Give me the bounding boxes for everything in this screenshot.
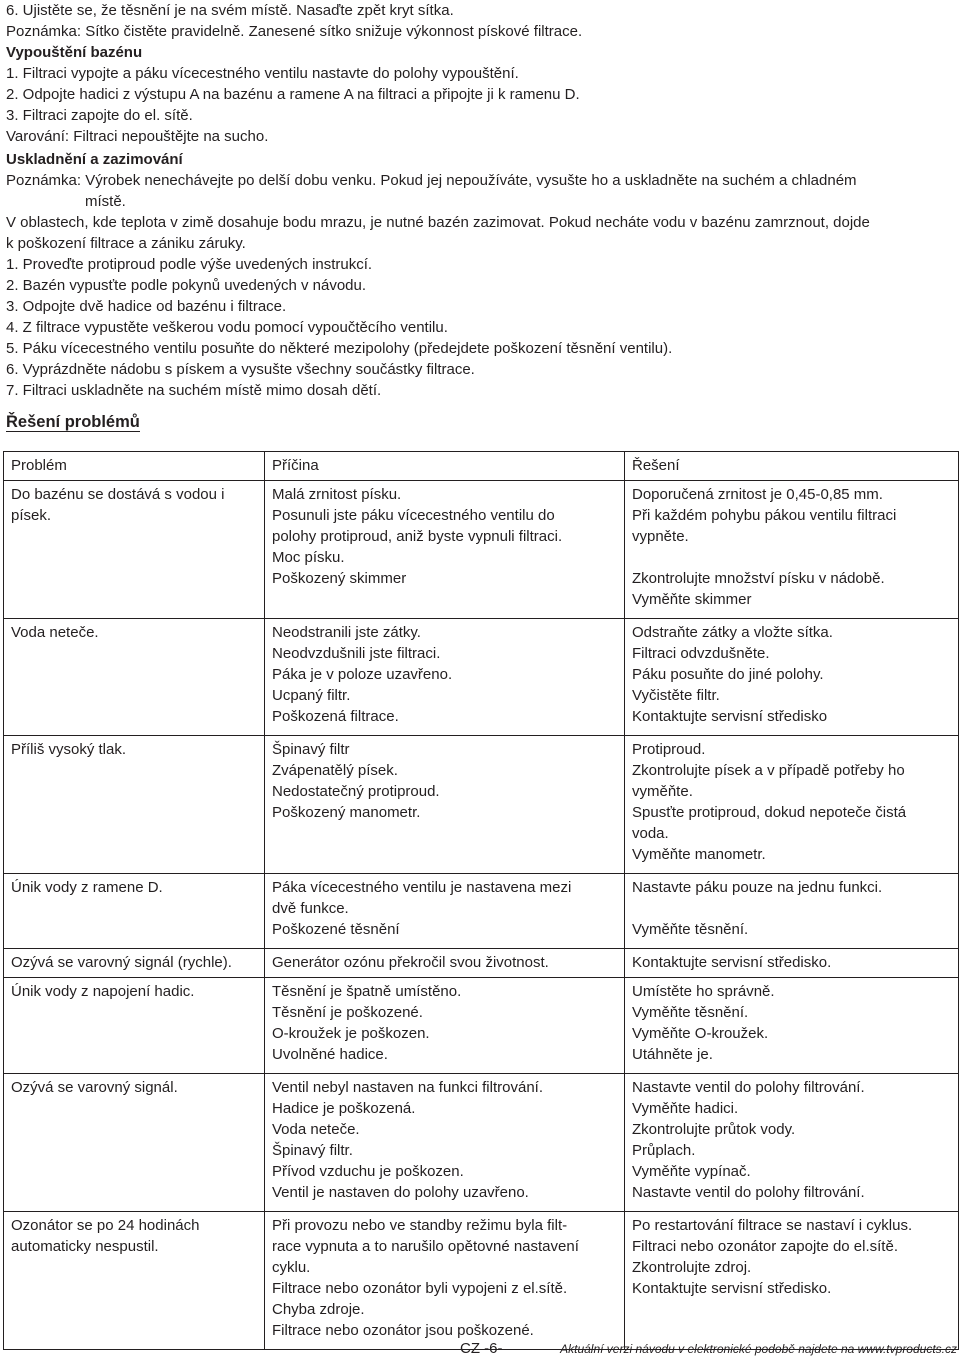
troubleshooting-heading-text: Řešení problémů (6, 413, 140, 431)
table-header-row (4, 452, 959, 481)
cause-line: polohy protiproud, aniž byste vypnuli filtraci. (272, 528, 563, 545)
cell-problem (4, 1212, 265, 1350)
problem-line: Ozonátor se po 24 hodinách (11, 1217, 200, 1234)
solution-line: vypněte. (632, 528, 689, 545)
solution-line: Průplach. (632, 1142, 696, 1159)
intro-line: 6. Ujistěte se, že těsnění je na svém místě. Nasaďte zpět kryt sítka. (6, 2, 454, 19)
cell-cause (265, 1074, 625, 1212)
cell-problem (4, 481, 265, 619)
problem-line: Ozývá se varovný signál. (11, 1079, 178, 1096)
table-row (4, 1212, 959, 1350)
cause-line: Ventil je nastaven do polohy uzavřeno. (272, 1184, 529, 1201)
solution-line: Vyměňte hadici. (632, 1100, 739, 1117)
cause-line: Hadice je poškozená. (272, 1100, 416, 1117)
page-number: CZ -6- (460, 1340, 503, 1357)
storage-note-line: Poznámka: Výrobek nenechávejte po delší dobu venku. Pokud jej nepoužíváte, vysušte ho a uskladněte na suchém a chladném (6, 172, 857, 189)
cause-line: Generátor ozónu překročil svou životnost. (272, 954, 549, 971)
drain-heading: Vypouštění bazénu (6, 44, 143, 61)
cause-line: cyklu. (272, 1259, 311, 1276)
troubleshooting-table (3, 451, 959, 1350)
solution-line: vyměňte. (632, 783, 693, 800)
cause-line: race vypnuta a to narušilo opětovné nastavení (272, 1238, 579, 1255)
column-header-problem: Problém (4, 452, 265, 481)
footer-note: Aktuální verzi návodu v elektronické podobě najdete na www.tvproducts.cz (560, 1342, 957, 1356)
cell-solution (625, 978, 959, 1074)
problem-line: písek. (11, 507, 52, 524)
cause-line: Ucpaný filtr. (272, 687, 351, 704)
problem-line: Únik vody z napojení hadic. (11, 983, 195, 1000)
table-row (4, 1074, 959, 1212)
column-header-solution: Řešení (625, 452, 959, 481)
cell-solution (625, 619, 959, 736)
solution-line: Protiproud. (632, 741, 706, 758)
cause-line: Těsnění je poškozené. (272, 1004, 423, 1021)
storage-step: 2. Bazén vypusťte podle pokynů uvedených v návodu. (6, 277, 367, 294)
solution-line: Při každém pohybu pákou ventilu filtraci (632, 507, 897, 524)
storage-winter-line: V oblastech, kde teplota v zimě dosahuje bodu mrazu, je nutné bazén zazimovat. Pokud necháte vodu v bazénu zamrznout, dojde (6, 214, 870, 231)
storage-heading: Uskladnění a zazimování (6, 151, 183, 168)
problem-line: Únik vody z ramene D. (11, 879, 163, 896)
table-row (4, 481, 959, 619)
solution-line: Filtraci nebo ozonátor zapojte do el.sítě. (632, 1238, 898, 1255)
drain-step: 2. Odpojte hadici z výstupu A na bazénu a ramene A na filtraci a připojte ji k ramenu D. (6, 86, 580, 103)
cause-line: Chyba zdroje. (272, 1301, 365, 1318)
cause-line: Poškozené těsnění (272, 921, 400, 938)
solution-line: Umístěte ho správně. (632, 983, 775, 1000)
column-header-cause: Příčina (265, 452, 625, 481)
problem-line: Příliš vysoký tlak. (11, 741, 127, 758)
solution-line: Doporučená zrnitost je 0,45-0,85 mm. (632, 486, 883, 503)
drain-step: 3. Filtraci zapojte do el. sítě. (6, 107, 193, 124)
cause-line: Těsnění je špatně umístěno. (272, 983, 462, 1000)
cause-line: Špinavý filtr. (272, 1142, 353, 1159)
cause-line: Páka vícecestného ventilu je nastavena mezi (272, 879, 572, 896)
cell-solution (625, 736, 959, 874)
solution-line: Vyčistěte filtr. (632, 687, 720, 704)
intro-note: Poznámka: Sítko čistěte pravidelně. Zanesené sítko snižuje výkonnost pískové filtrace. (6, 23, 583, 40)
solution-line: Vyměňte skimmer (632, 591, 752, 608)
troubleshooting-heading (6, 411, 956, 433)
solution-line: Vyměňte vypínač. (632, 1163, 751, 1180)
cell-problem (4, 619, 265, 736)
solution-line: Vyměňte těsnění. (632, 921, 749, 938)
cell-solution (625, 1074, 959, 1212)
cell-problem (4, 736, 265, 874)
cause-line: Poškozený manometr. (272, 804, 421, 821)
storage-step: 1. Proveďte protiproud podle výše uvedených instrukcí. (6, 256, 373, 273)
cause-line: Zvápenatělý písek. (272, 762, 398, 779)
problem-line: Do bazénu se dostává s vodou i (11, 486, 225, 503)
cause-line: Nedostatečný protiproud. (272, 783, 440, 800)
storage-step: 5. Páku vícecestného ventilu posuňte do některé mezipolohy (předejdete poškození těsnění ventilu). (6, 340, 673, 357)
solution-line: Utáhněte je. (632, 1046, 713, 1063)
cell-cause (265, 874, 625, 949)
solution-line: Spusťte protiproud, dokud nepoteče čistá (632, 804, 907, 821)
cell-cause (265, 619, 625, 736)
cell-solution (625, 481, 959, 619)
cause-line: Při provozu nebo ve standby režimu byla filt- (272, 1217, 568, 1234)
solution-line: Nastavte ventil do polohy filtrování. (632, 1079, 865, 1096)
cause-line: Páka je v poloze uzavřeno. (272, 666, 453, 683)
problem-line: Voda neteče. (11, 624, 99, 641)
cell-cause (265, 736, 625, 874)
storage-step: 4. Z filtrace vypustěte veškerou vodu pomocí vypoučtěcího ventilu. (6, 319, 448, 336)
storage-step: 3. Odpojte dvě hadice od bazénu i filtrace. (6, 298, 287, 315)
solution-line: Nastavte ventil do polohy filtrování. (632, 1184, 865, 1201)
cause-line: Špinavý filtr (272, 741, 350, 758)
cell-problem (4, 874, 265, 949)
cell-solution (625, 1212, 959, 1350)
solution-line: Zkontrolujte množství písku v nádobě. (632, 570, 885, 587)
cause-line: O-kroužek je poškozen. (272, 1025, 430, 1042)
solution-line: Kontaktujte servisní středisko (632, 708, 828, 725)
storage-step: 7. Filtraci uskladněte na suchém místě mimo dosah dětí. (6, 382, 382, 399)
solution-line: Odstraňte zátky a vložte sítka. (632, 624, 833, 641)
solution-line: Páku posuňte do jiné polohy. (632, 666, 824, 683)
solution-line: Vyměňte manometr. (632, 846, 766, 863)
cause-line: Posunuli jste páku vícecestného ventilu do (272, 507, 555, 524)
cause-line: Voda neteče. (272, 1121, 360, 1138)
cause-line: Přívod vzduchu je poškozen. (272, 1163, 464, 1180)
drain-warning: Varování: Filtraci nepouštějte na sucho. (6, 128, 269, 145)
cause-line: Poškozená filtrace. (272, 708, 399, 725)
table-row (4, 619, 959, 736)
cause-line: Neodstranili jste zátky. (272, 624, 421, 641)
cell-cause (265, 1212, 625, 1350)
problem-line: Ozývá se varovný signál (rychle). (11, 954, 232, 971)
solution-line (632, 547, 952, 568)
cause-line: Filtrace nebo ozonátor jsou poškozené. (272, 1322, 534, 1339)
solution-line: Kontaktujte servisní středisko. (632, 1280, 832, 1297)
cell-cause (265, 481, 625, 619)
cause-line: Malá zrnitost písku. (272, 486, 402, 503)
cell-solution (625, 874, 959, 949)
solution-line: Zkontrolujte průtok vody. (632, 1121, 796, 1138)
cause-line: Ventil nebyl nastaven na funkci filtrování. (272, 1079, 543, 1096)
cause-line: Moc písku. (272, 549, 345, 566)
cell-problem (4, 1074, 265, 1212)
cell-problem (4, 949, 265, 978)
drain-step: 1. Filtraci vypojte a páku vícecestného ventilu nastavte do polohy vypouštění. (6, 65, 519, 82)
storage-winter-line: k poškození filtrace a zániku záruky. (6, 235, 246, 252)
solution-line: Filtraci odvzdušněte. (632, 645, 770, 662)
storage-step: 6. Vyprázdněte nádobu s pískem a vysušte všechny součástky filtrace. (6, 361, 475, 378)
solution-line: Vyměňte těsnění. (632, 1004, 749, 1021)
cause-line: Uvolněné hadice. (272, 1046, 388, 1063)
table-row (4, 978, 959, 1074)
cause-line: Neodvzdušnili jste filtraci. (272, 645, 441, 662)
solution-line: Zkontrolujte písek a v případě potřeby ho (632, 762, 905, 779)
cause-line: Poškozený skimmer (272, 570, 407, 587)
solution-line: Zkontrolujte zdroj. (632, 1259, 752, 1276)
cause-line: dvě funkce. (272, 900, 349, 917)
cell-cause (265, 978, 625, 1074)
problem-line: automaticky nespustil. (11, 1238, 159, 1255)
cause-line: Filtrace nebo ozonátor byli vypojeni z el.sítě. (272, 1280, 568, 1297)
cell-problem (4, 978, 265, 1074)
solution-line: Kontaktujte servisní středisko. (632, 954, 832, 971)
table-row (4, 736, 959, 874)
solution-line: Vyměňte O-kroužek. (632, 1025, 769, 1042)
cell-cause (265, 949, 625, 978)
table-row (4, 874, 959, 949)
solution-line: Po restartování filtrace se nastaví i cyklus. (632, 1217, 913, 1234)
document-body (6, 0, 956, 433)
table-row (4, 949, 959, 978)
storage-note-line: místě. (85, 193, 126, 210)
cell-solution (625, 949, 959, 978)
solution-line: voda. (632, 825, 669, 842)
solution-line: Nastavte páku pouze na jednu funkci. (632, 879, 883, 896)
solution-line (632, 898, 952, 919)
